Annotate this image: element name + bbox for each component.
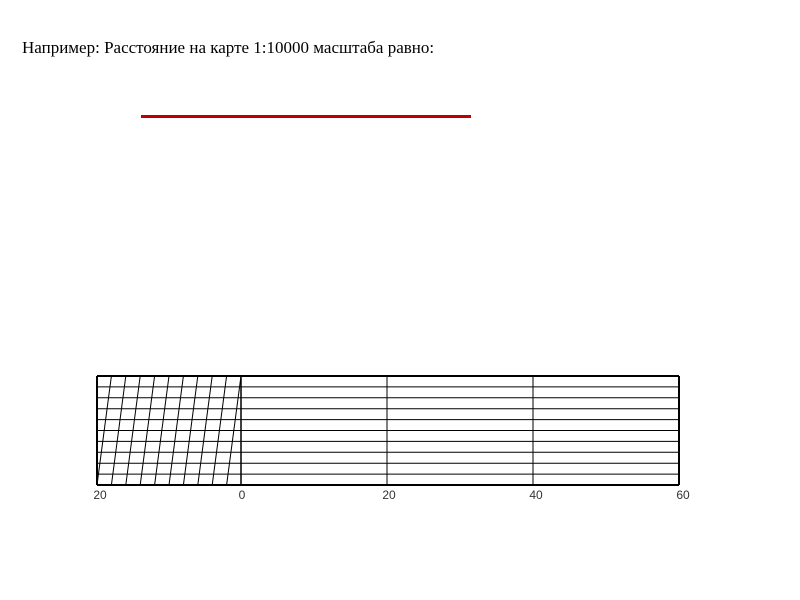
tick-label-zero: 0: [238, 488, 246, 502]
scale-tick-labels: [93, 488, 690, 502]
scale-grid: [97, 376, 679, 485]
tick-label-left-20: 20: [93, 488, 107, 502]
tick-label-20: 20: [382, 488, 396, 502]
tick-label-40: 40: [529, 488, 543, 502]
example-heading: Например: Расстояние на карте 1:10000 масштаба равно:: [22, 38, 435, 57]
tick-label-60: 60: [676, 488, 690, 502]
